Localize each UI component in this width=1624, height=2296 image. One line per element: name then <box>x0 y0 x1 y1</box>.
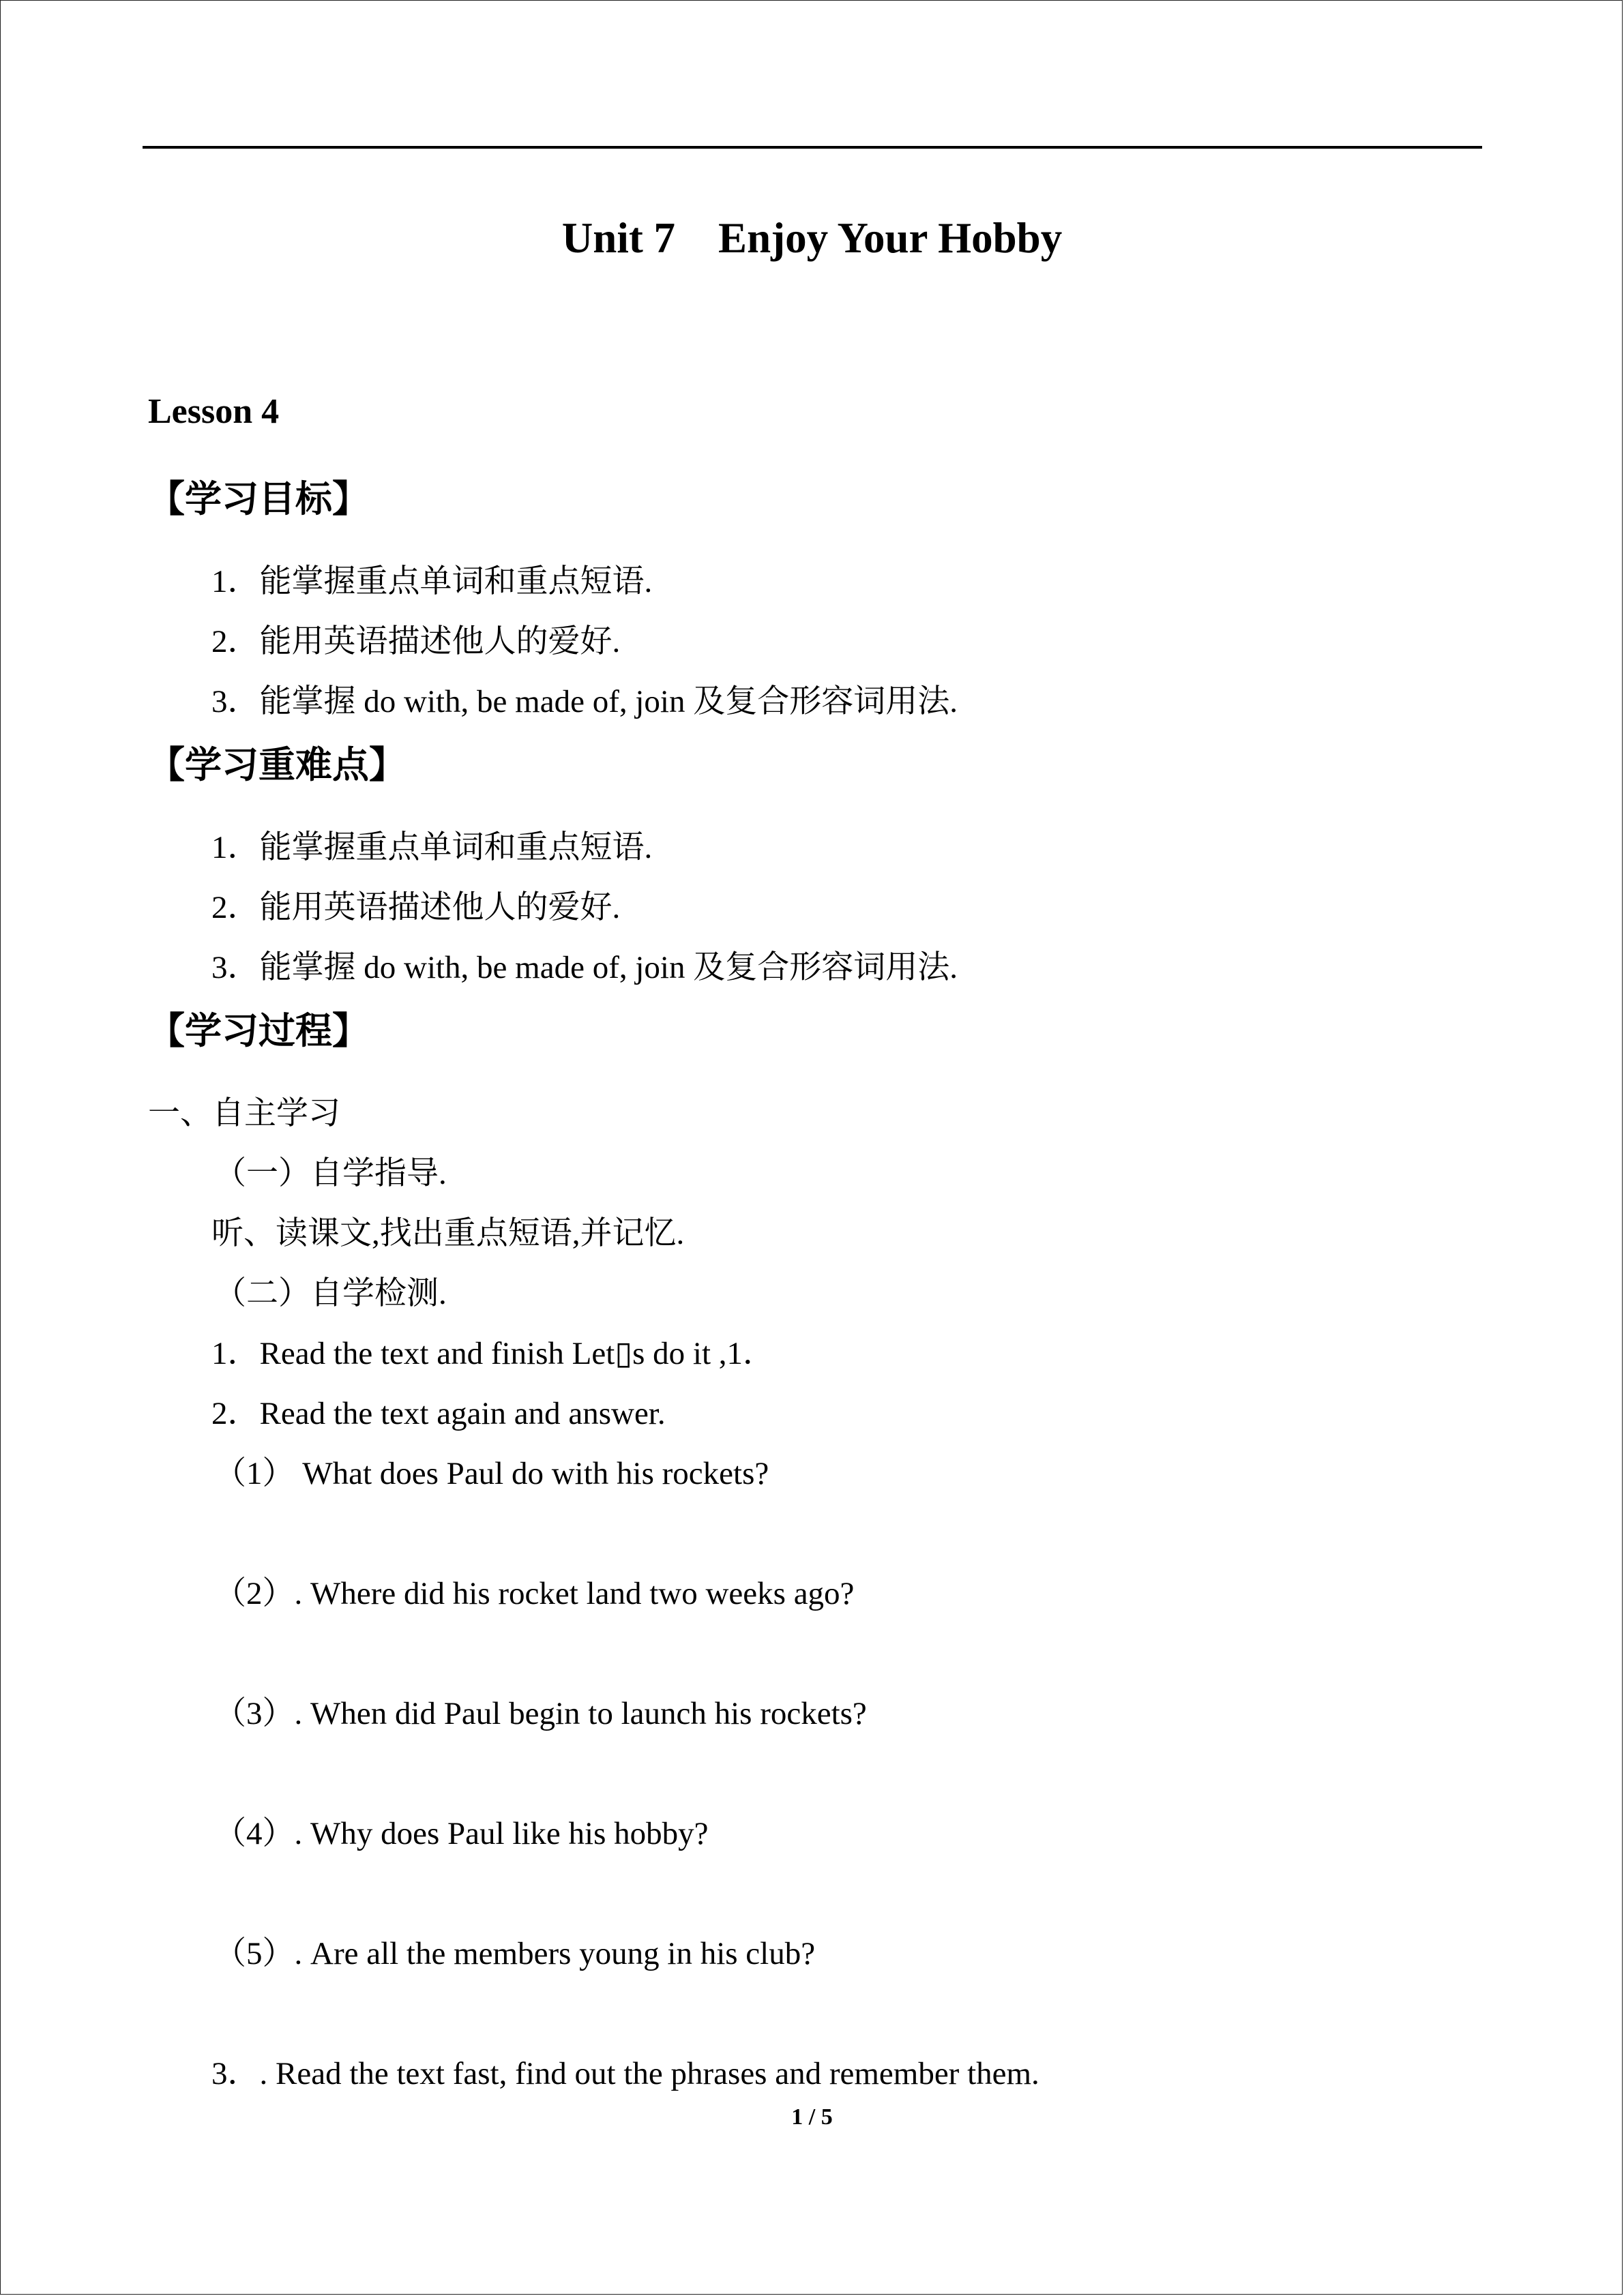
key-point-item-2: 2．能用英语描述他人的爱好. <box>211 890 621 925</box>
process-heading: 【学习过程】 <box>148 1011 369 1052</box>
objective-item-2: 2．能用英语描述他人的爱好. <box>211 624 621 659</box>
document-title: Unit 7 Enjoy Your Hobby <box>561 214 1063 262</box>
task-2: 2．Read the text again and answer. <box>211 1396 666 1431</box>
task-1: 1．Read the text and finish Let▯s do it ,1． <box>211 1336 776 1371</box>
self-check-heading: （二）自学检测. <box>214 1276 447 1311</box>
key-point-item-3: 3．能掌握 do with, be made of, join 及复合形容词用法. <box>211 950 958 985</box>
header-rule <box>143 146 1482 149</box>
objective-item-3: 3．能掌握 do with, be made of, join 及复合形容词用法. <box>211 684 958 719</box>
key-point-item-1: 1．能掌握重点单词和重点短语. <box>211 830 653 865</box>
question-4: （4）. Why does Paul like his hobby? <box>214 1816 709 1851</box>
question-3: （3）. When did Paul begin to launch his rockets? <box>214 1696 867 1731</box>
task-3: 3．. Read the text fast, find out the phrases and remember them. <box>211 2056 1039 2091</box>
self-study-guide-heading: （一）自学指导. <box>214 1156 447 1191</box>
self-study-guide-text: 听、读课文,找出重点短语,并记忆. <box>211 1216 685 1251</box>
question-2: （2）. Where did his rocket land two weeks ago? <box>214 1576 855 1611</box>
lesson-heading: Lesson 4 <box>148 392 280 431</box>
objective-item-1: 1．能掌握重点单词和重点短语. <box>211 564 653 599</box>
self-study-heading: 一、自主学习 <box>148 1096 340 1131</box>
question-5: （5）. Are all the members young in his club? <box>214 1936 816 1971</box>
page-number: 1 / 5 <box>791 2104 833 2130</box>
objectives-heading: 【学习目标】 <box>148 479 369 520</box>
question-1: （1） What does Paul do with his rockets? <box>214 1456 769 1491</box>
key-points-heading: 【学习重难点】 <box>148 745 406 786</box>
